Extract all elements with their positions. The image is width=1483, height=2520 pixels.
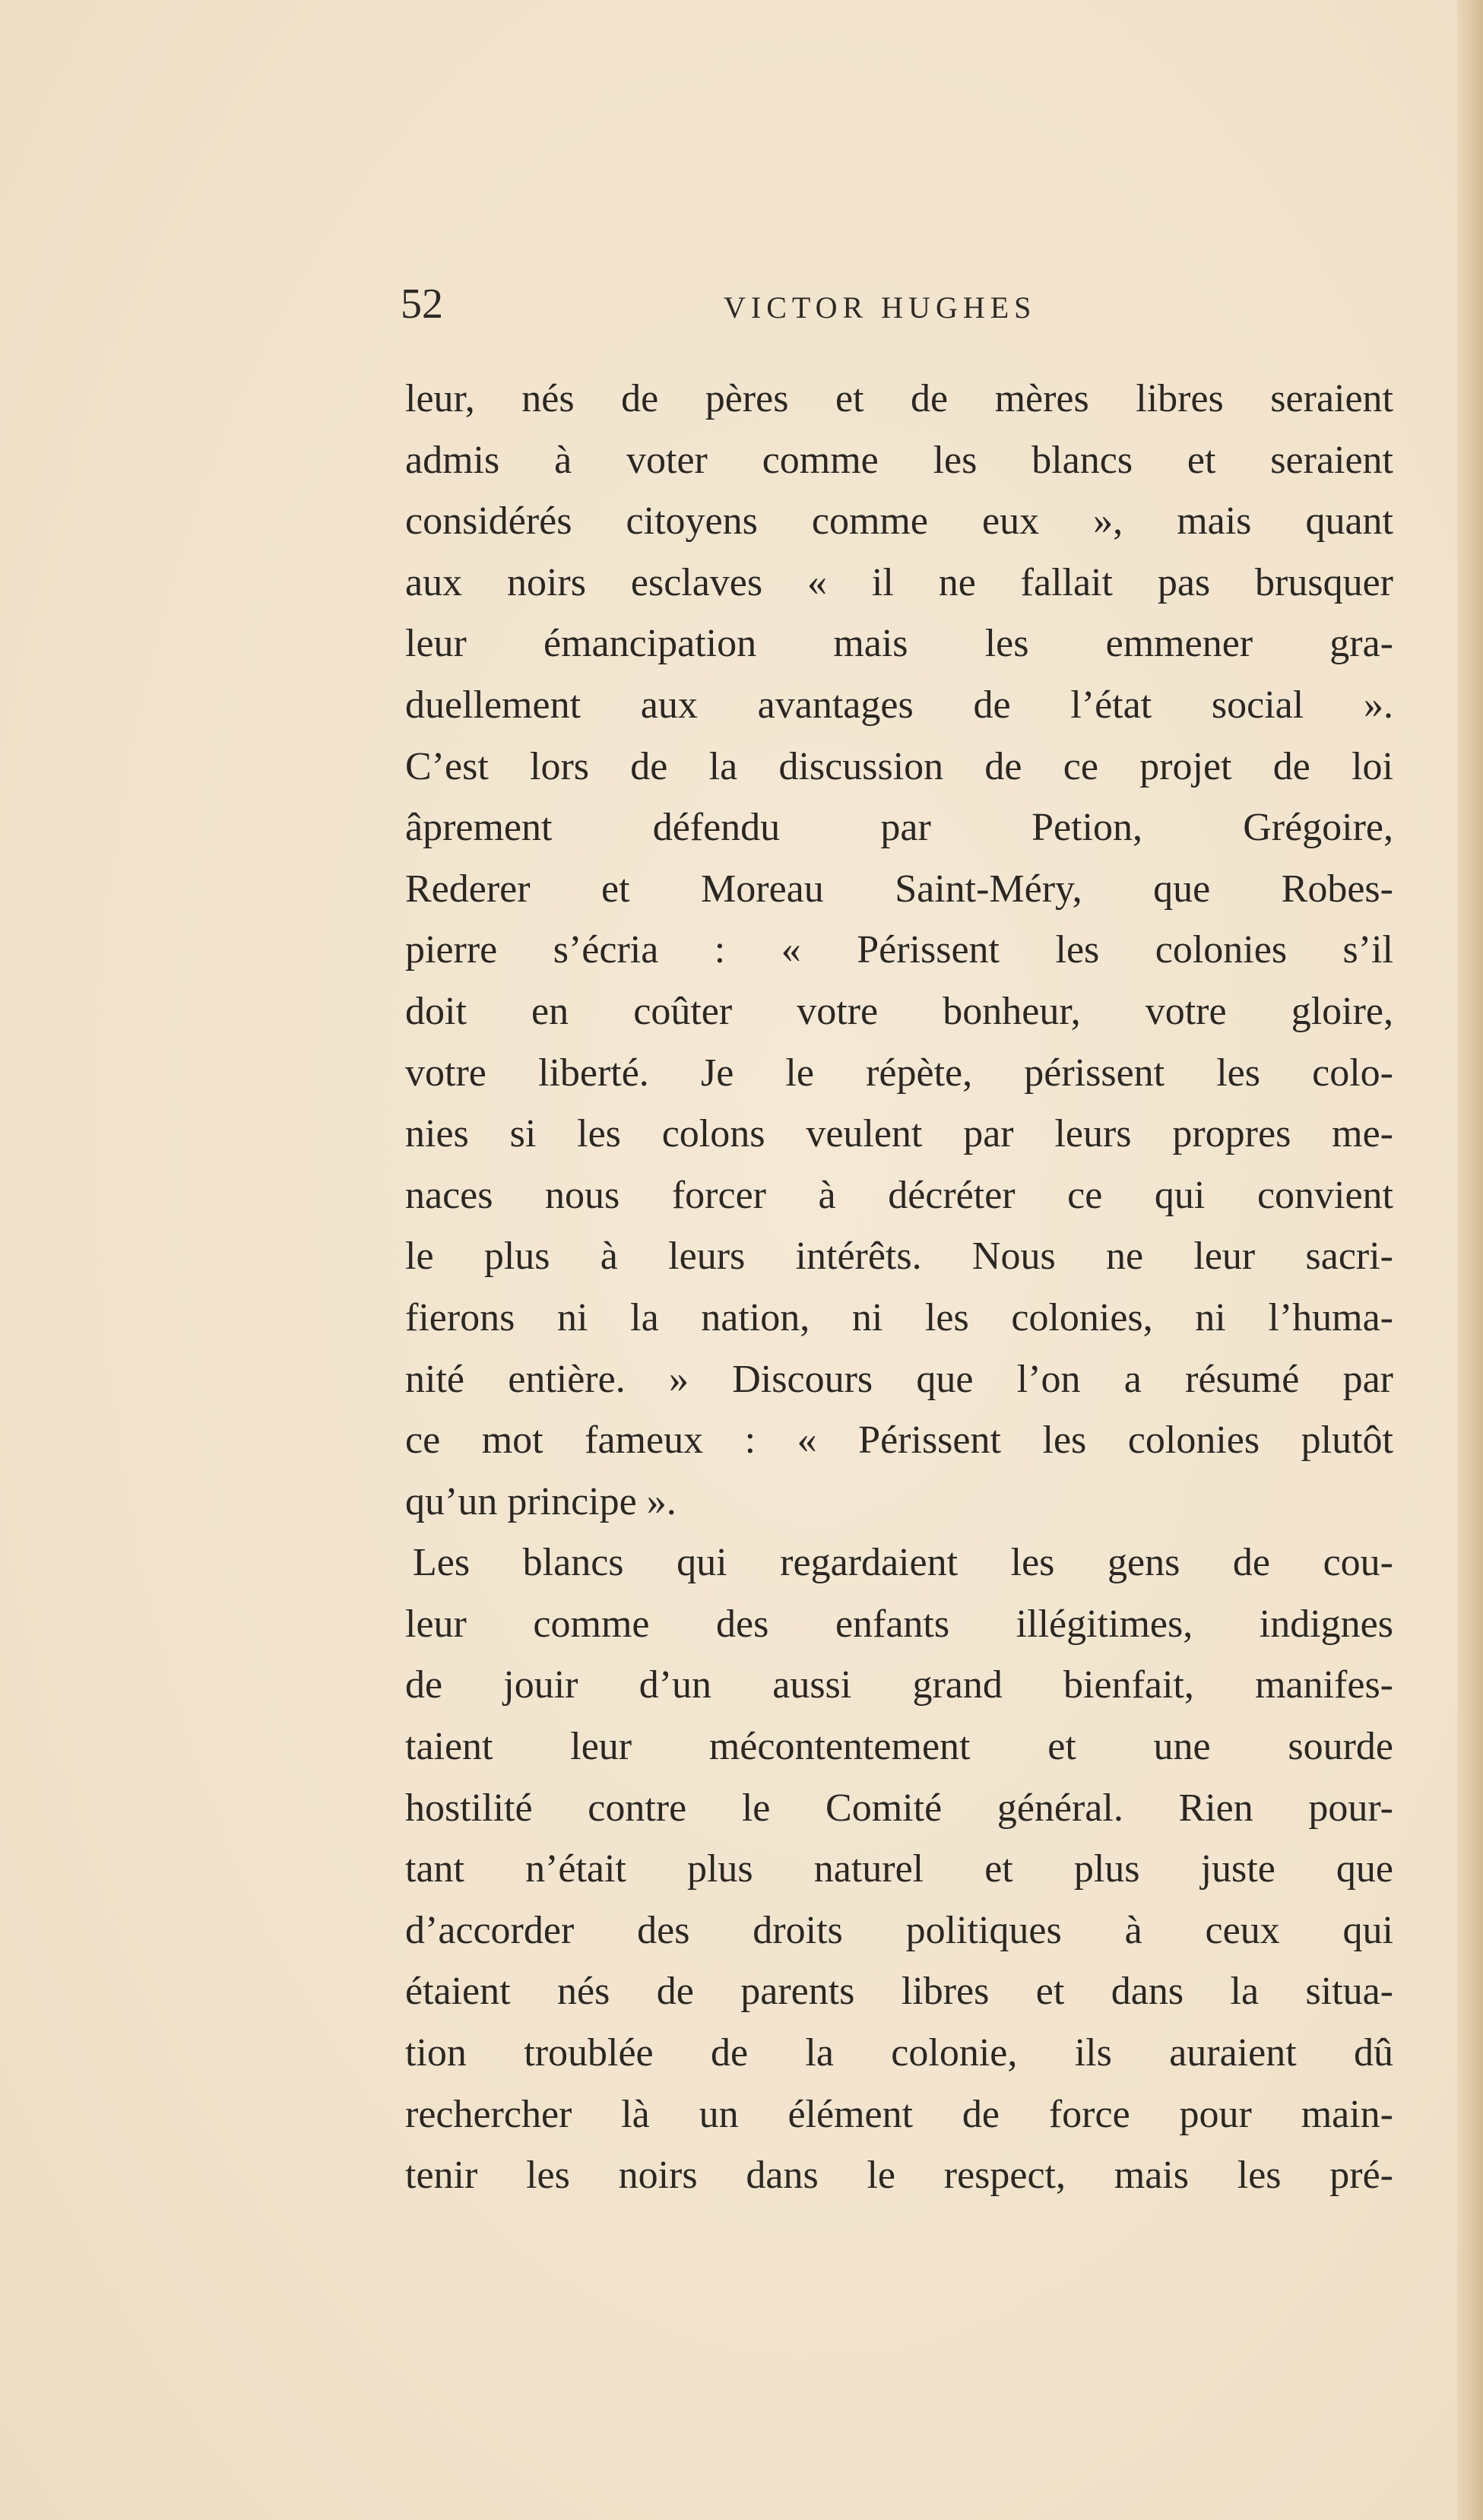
text-line: Les blancs qui regardaient les gens de cou- xyxy=(413,1541,1393,1585)
text-line: étaient nés de parents libres et dans la situa- xyxy=(405,1970,1393,2014)
page-number: 52 xyxy=(401,281,443,328)
text-line: âprement défendu par Petion, Grégoire, xyxy=(405,806,1393,850)
text-line: tant n’était plus naturel et plus juste que xyxy=(405,1847,1393,1891)
page-header xyxy=(401,274,1393,334)
text-line: le plus à leurs intérêts. Nous ne leur sacri- xyxy=(405,1235,1393,1279)
text-line: ce mot fameux : « Périssent les colonies plutôt xyxy=(405,1418,1393,1463)
text-line: rechercher là un élément de force pour main- xyxy=(405,2092,1393,2136)
text-line: leur, nés de pères et de mères libres seraient xyxy=(405,377,1393,420)
text-line: d’accorder des droits politiques à ceux qui xyxy=(405,1908,1393,1952)
running-head: VICTOR HUGHES xyxy=(724,290,1037,325)
text-line: duellement aux avantages de l’état social ». xyxy=(405,683,1393,727)
text-line: C’est lors de la discussion de ce projet de loi xyxy=(405,744,1393,788)
text-line: doit en coûter votre bonheur, votre gloire, xyxy=(405,989,1393,1033)
text-line: taient leur mécontentement et une sourde xyxy=(405,1725,1393,1769)
paragraph-end-line: qu’un principe ». xyxy=(405,1479,677,1523)
text-line: aux noirs esclaves « il ne fallait pas brusquer xyxy=(405,560,1393,604)
text-line: nité entière. » Discours que l’on a résumé par xyxy=(405,1357,1393,1401)
text-line: Rederer et Moreau Saint-Méry, que Robes- xyxy=(405,867,1393,911)
text-line: tion troublée de la colonie, ils auraient dû xyxy=(405,2031,1393,2075)
body-text xyxy=(405,369,1393,2207)
text-line: naces nous forcer à décréter ce qui convient xyxy=(405,1173,1393,1217)
text-line: votre liberté. Je le répète, périssent les colo- xyxy=(405,1051,1393,1095)
text-line: pierre s’écria : « Périssent les colonies s’il xyxy=(405,928,1393,972)
text-line: hostilité contre le Comité général. Rien pour- xyxy=(405,1786,1393,1830)
text-line: fierons ni la nation, ni les colonies, ni l’huma- xyxy=(405,1295,1393,1339)
text-line: leur émancipation mais les emmener gra- xyxy=(405,622,1393,666)
text-line: nies si les colons veulent par leurs propres me- xyxy=(405,1112,1393,1156)
text-line: tenir les noirs dans le respect, mais les pré- xyxy=(405,2154,1393,2198)
text-line: de jouir d’un aussi grand bienfait, manifes- xyxy=(405,1663,1393,1707)
text-line: considérés citoyens comme eux », mais quant xyxy=(405,499,1393,544)
text-line: leur comme des enfants illégitimes, indignes xyxy=(405,1602,1393,1646)
page-edge-shadow xyxy=(1457,0,1483,2520)
text-line: admis à voter comme les blancs et seraient xyxy=(405,438,1393,482)
